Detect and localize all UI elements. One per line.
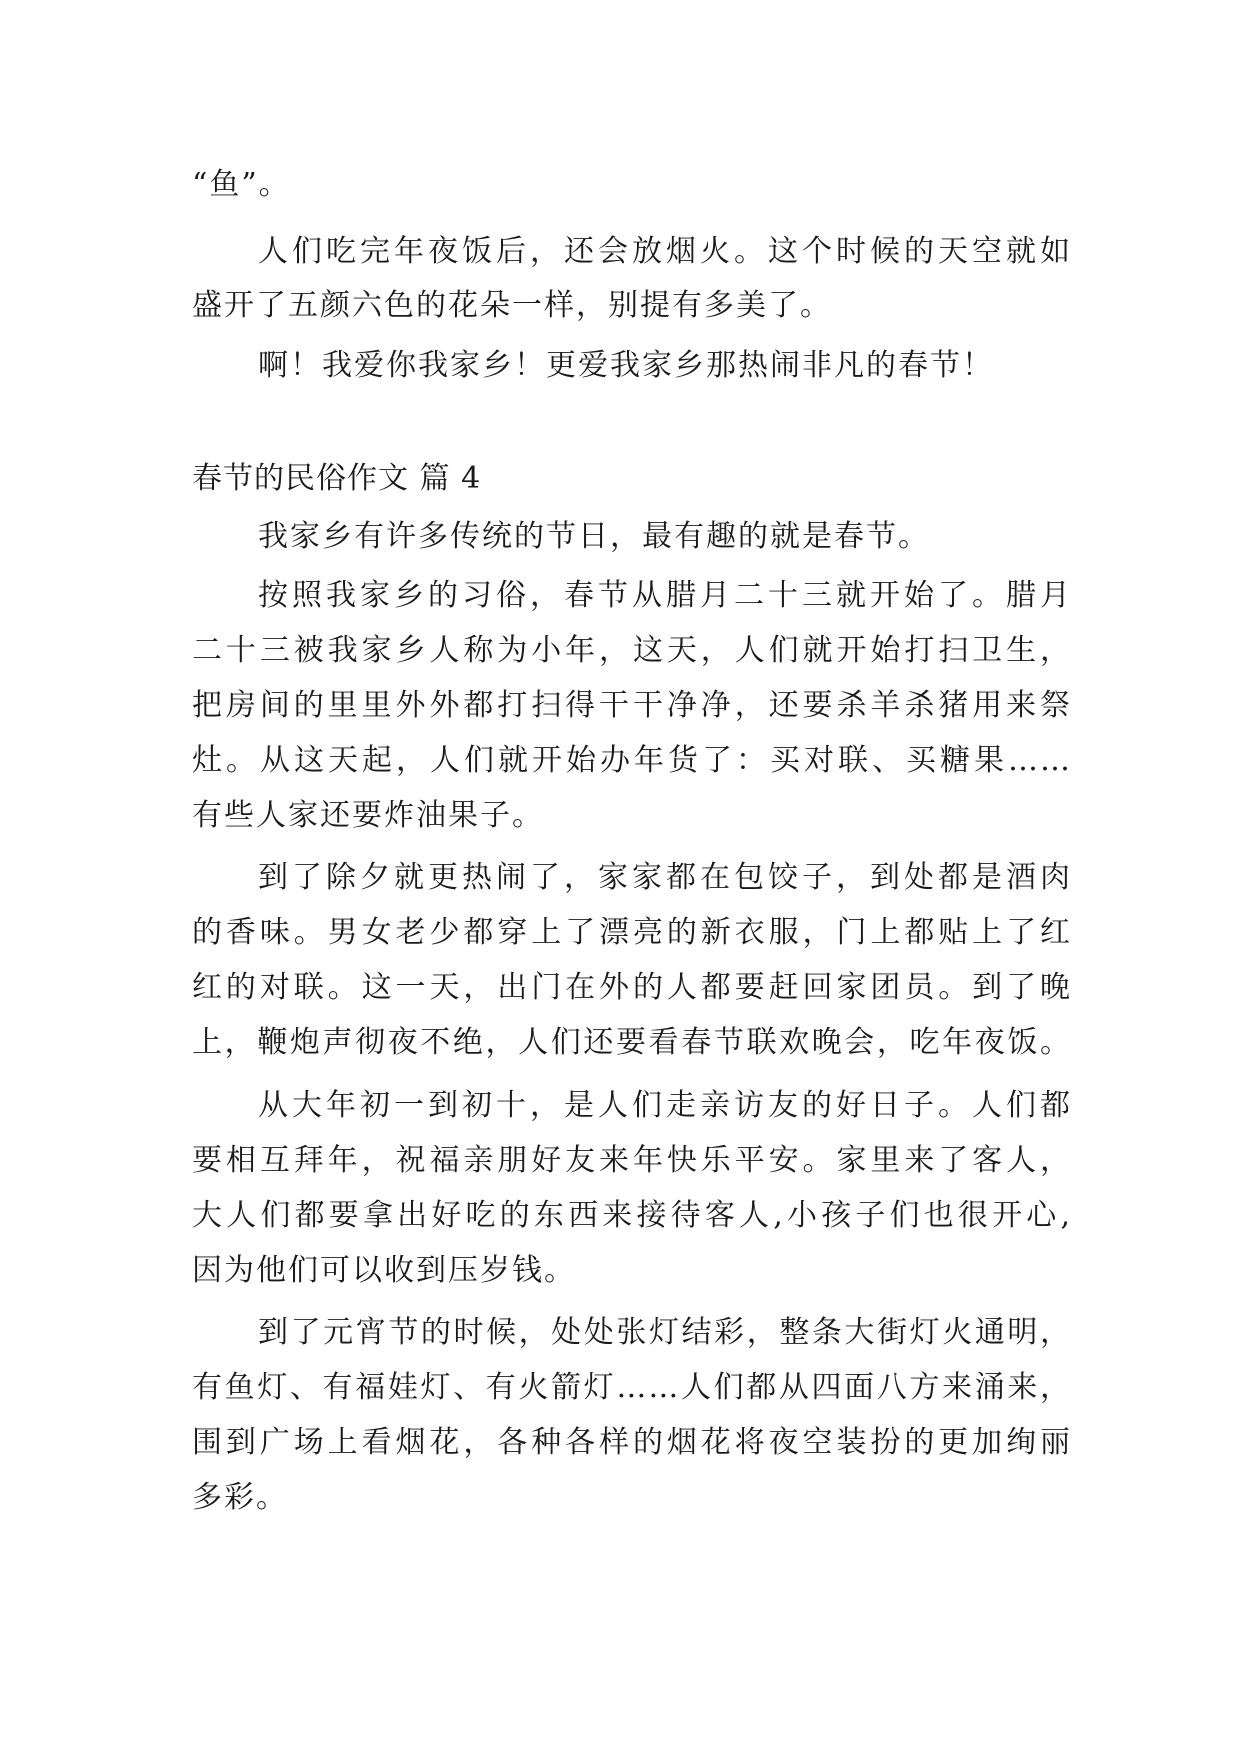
text-line: 要相互拜年，祝福亲朋好友来年快乐平安。家里来了客人， <box>192 1143 1072 1178</box>
text-line: 把房间的里里外外都打扫得干干净净，还要杀羊杀猪用来祭 <box>192 688 1072 723</box>
text-line: 到了元宵节的时候，处处张灯结彩，整条大街灯火通明， <box>258 1315 1072 1350</box>
text-line: 我家乡有许多传统的节日，最有趣的就是春节。 <box>258 519 930 554</box>
text-line: 有些人家还要炸油果子。 <box>192 798 544 833</box>
text-line: 啊！我爱你我家乡！更爱我家乡那热闹非凡的春节！ <box>258 348 994 383</box>
text-line: 红的对联。这一天，出门在外的人都要赶回家团员。到了晚 <box>192 970 1072 1005</box>
text-line: 围到广场上看烟花，各种各样的烟花将夜空装扮的更加绚丽 <box>192 1425 1072 1460</box>
text-line: 的香味。男女老少都穿上了漂亮的新衣服，门上都贴上了红 <box>192 915 1072 950</box>
text-line: 因为他们可以收到压岁钱。 <box>192 1253 576 1288</box>
text-line: 到了除夕就更热闹了，家家都在包饺子，到处都是酒肉 <box>258 860 1072 895</box>
text-line: 按照我家乡的习俗，春节从腊月二十三就开始了。腊月 <box>258 578 1072 613</box>
text-line: 从大年初一到初十，是人们走亲访友的好日子。人们都 <box>258 1088 1072 1123</box>
text-line: 盛开了五颜六色的花朵一样，别提有多美了。 <box>192 288 832 323</box>
text-line: 有鱼灯、有福娃灯、有火箭灯……人们都从四面八方来涌来， <box>192 1370 1072 1405</box>
section-heading: 春节的民俗作文 篇 4 <box>192 461 482 496</box>
text-line: “鱼”。 <box>192 167 291 202</box>
text-line: 大人们都要拿出好吃的东西来接待客人,小孩子们也很开心, <box>192 1198 1072 1233</box>
text-line: 二十三被我家乡人称为小年，这天，人们就开始打扫卫生， <box>192 633 1072 668</box>
text-line: 上，鞭炮声彻夜不绝，人们还要看春节联欢晚会，吃年夜饭。 <box>192 1025 1072 1060</box>
text-line: 人们吃完年夜饭后，还会放烟火。这个时候的天空就如 <box>258 234 1072 269</box>
text-line: 多彩。 <box>192 1480 288 1515</box>
text-line: 灶。从这天起，人们就开始办年货了：买对联、买糖果…… <box>192 743 1072 778</box>
